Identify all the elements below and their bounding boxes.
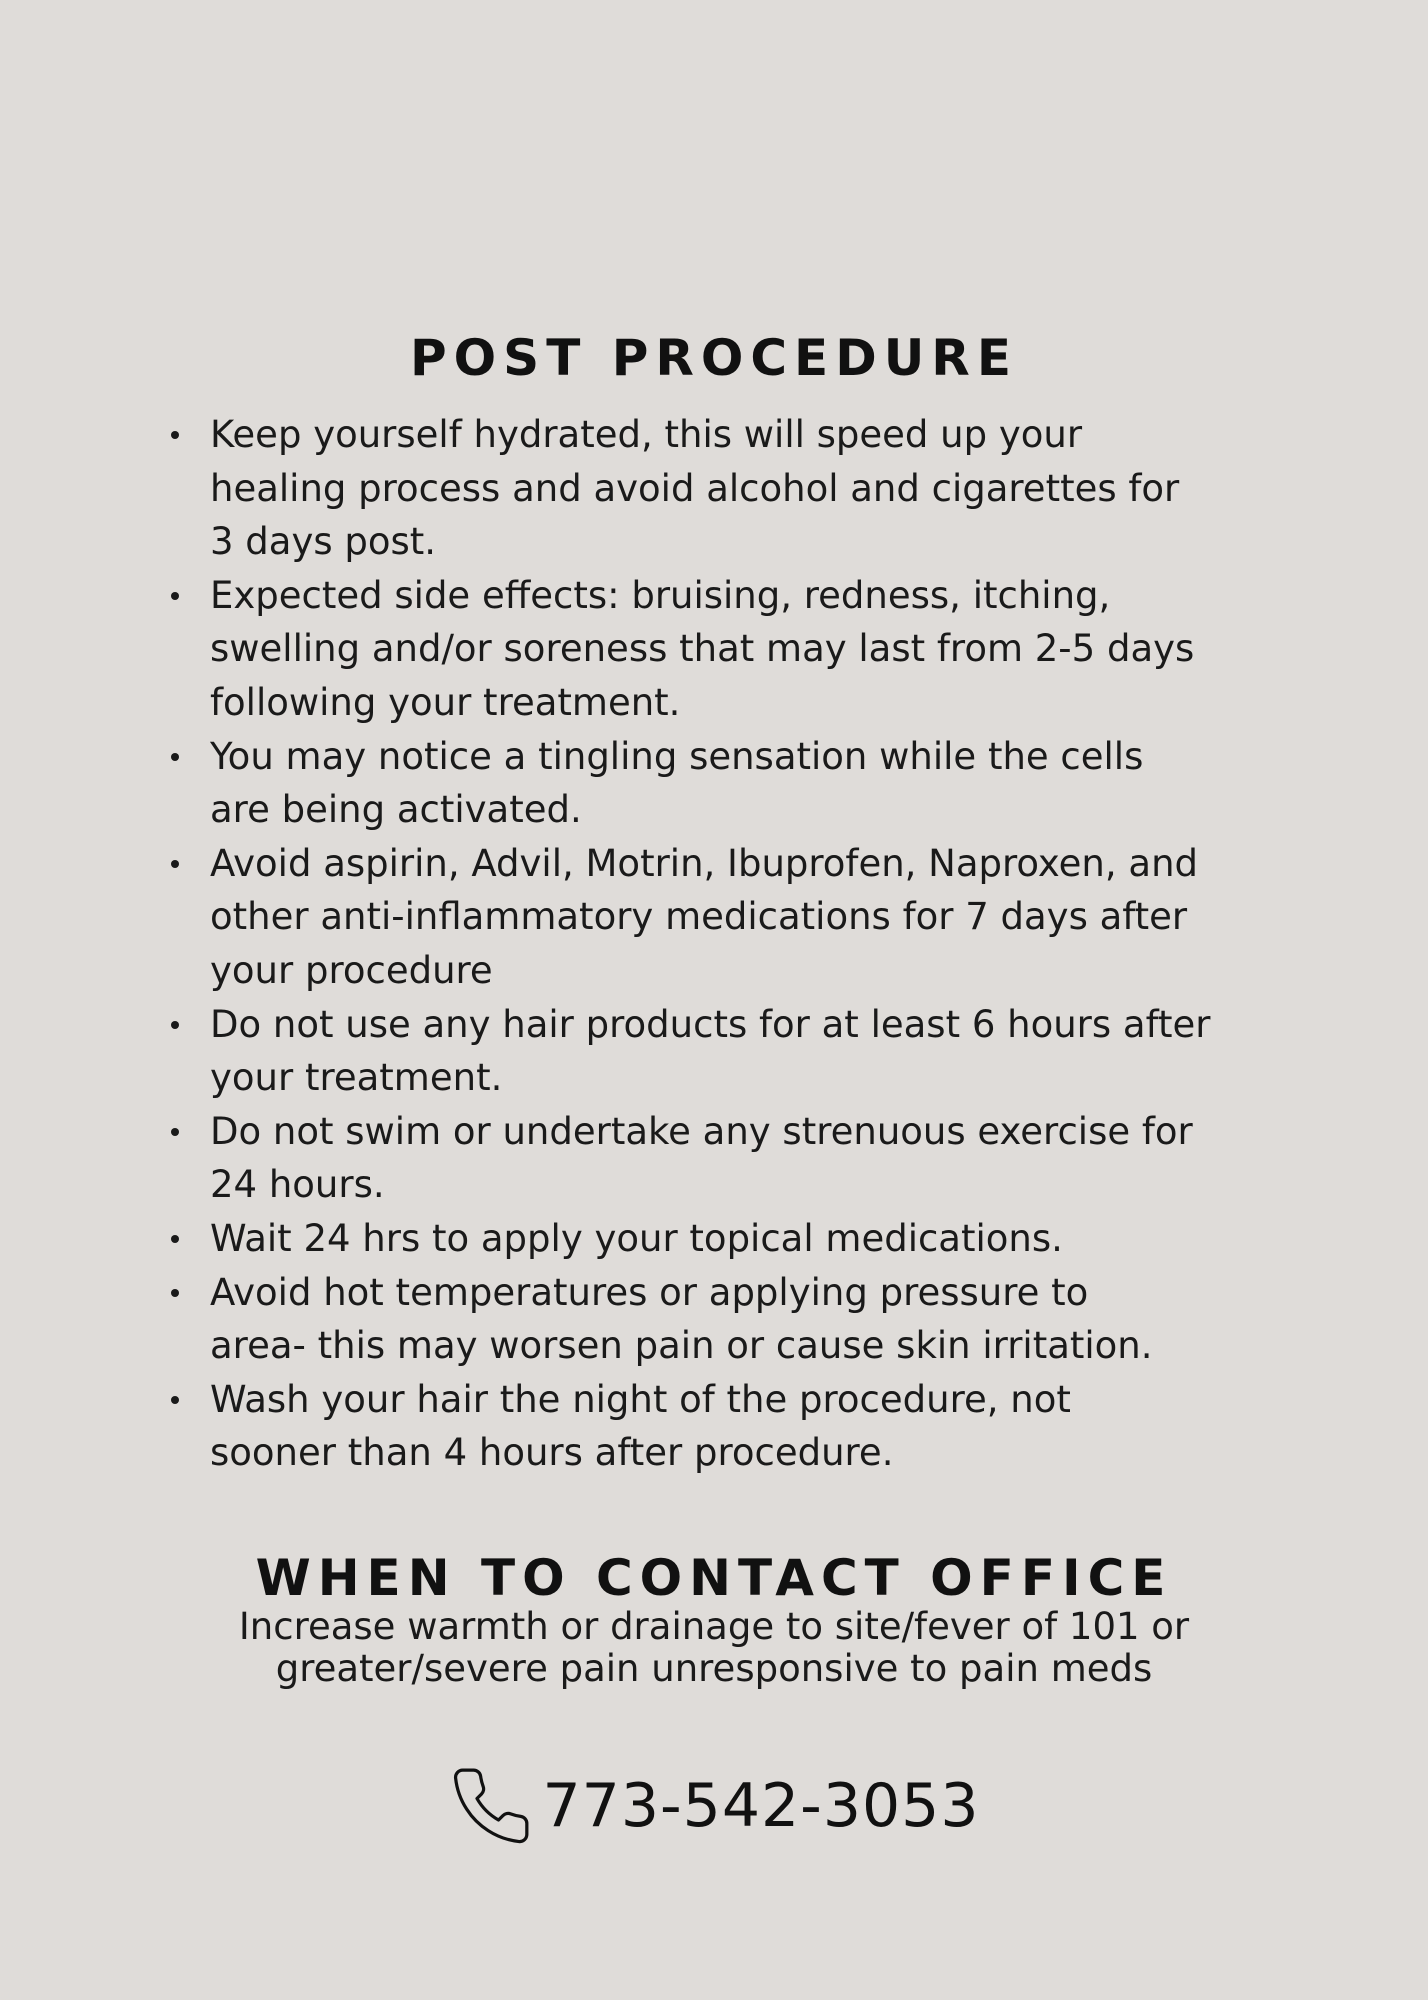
list-item-text: Keep yourself hydrated, this will speed up your healing process and avoid alcohol and cigarettes for 3 days post.: [210, 413, 1180, 564]
list-item-text: Avoid hot temperatures or applying pressure to area- this may worsen pain or cause skin irritation.: [210, 1270, 1153, 1368]
list-item: [162, 1212, 1302, 1266]
post-procedure-heading: POST PROCEDURE: [410, 329, 1018, 387]
list-item: [162, 569, 1302, 730]
bullet-icon: [171, 1235, 179, 1243]
list-item-text: Do not use any hair products for at least 6 hours after your treatment.: [210, 1002, 1211, 1100]
contact-office-heading: WHEN TO CONTACT OFFICE: [255, 1549, 1173, 1607]
list-item: [162, 408, 1302, 569]
list-item: [162, 1266, 1302, 1373]
post-procedure-list: [162, 408, 1302, 1480]
bullet-icon: [171, 1396, 179, 1404]
bullet-icon: [171, 1021, 179, 1029]
list-item: [162, 1105, 1302, 1212]
bullet-icon: [171, 1289, 179, 1297]
list-item-text: Expected side effects: bruising, redness, itching, swelling and/or soreness that may last from 2-5 days following your treatment.: [210, 573, 1195, 724]
bullet-icon: [171, 1128, 179, 1136]
list-item: [162, 730, 1302, 837]
list-item-text: Wash your hair the night of the procedure, not sooner than 4 hours after procedure.: [210, 1377, 1071, 1475]
list-item-text: Do not swim or undertake any strenuous exercise for 24 hours.: [210, 1109, 1193, 1207]
list-item-text: You may notice a tingling sensation while the cells are being activated.: [210, 734, 1144, 832]
list-item-text: Wait 24 hrs to apply your topical medications.: [210, 1216, 1063, 1260]
list-item: [162, 837, 1302, 998]
bullet-icon: [171, 860, 179, 868]
phone-number[interactable]: 773-542-3053: [542, 1771, 980, 1841]
bullet-icon: [171, 431, 179, 439]
bullet-icon: [171, 592, 179, 600]
phone-icon: [448, 1763, 534, 1849]
phone-row: [0, 1763, 1428, 1849]
bullet-icon: [171, 753, 179, 761]
list-item: [162, 998, 1302, 1105]
list-item: [162, 1373, 1302, 1480]
list-item-text: Avoid aspirin, Advil, Motrin, Ibuprofen, Naproxen, and other anti-inflammatory medications for 7 days after your procedure: [210, 841, 1199, 992]
contact-instructions: Increase warmth or drainage to site/fever of 101 or greater/severe pain unresponsive to pain meds: [238, 1605, 1190, 1690]
